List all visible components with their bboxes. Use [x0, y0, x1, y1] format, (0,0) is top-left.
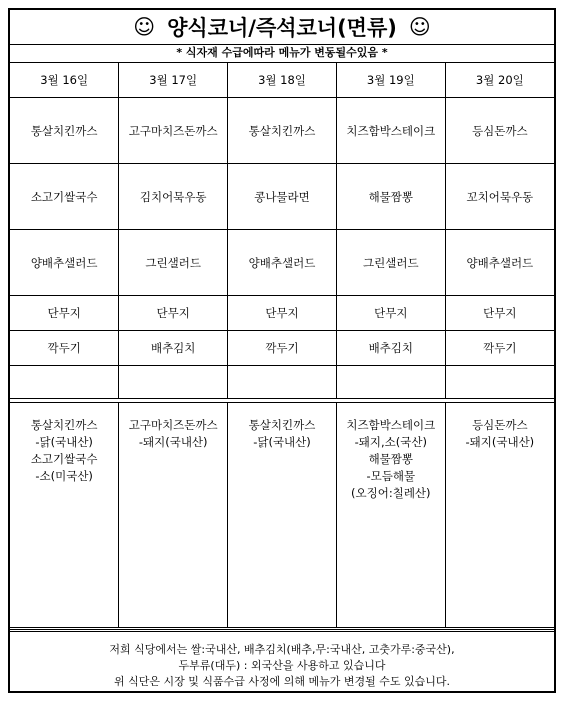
origin-line: (오징어:칠레산) — [351, 486, 431, 500]
menu-cell: 깍두기 — [10, 331, 119, 366]
origin-line: 고구마치즈돈까스 — [128, 418, 218, 432]
menu-row-kimchi — [10, 331, 554, 366]
title-text: 양식코너/즉석코너(면류) — [167, 16, 397, 40]
footer-notice — [10, 629, 554, 691]
date-cell: 3월 18일 — [228, 63, 337, 98]
origin-line: -돼지,소(국산) — [354, 435, 427, 449]
menu-cell: 그린샐러드 — [119, 230, 228, 296]
footer-line: 저희 식당에서는 쌀:국내산, 배추김치(배추,무:국내산, 고춧가루:중국산), — [109, 643, 455, 656]
empty-cell — [119, 366, 228, 399]
menu-cell: 단무지 — [228, 296, 337, 331]
menu-cell: 단무지 — [336, 296, 445, 331]
menu-cell: 통살치킨까스 — [10, 98, 119, 164]
origin-line: 해물짬뽕 — [368, 452, 413, 466]
menu-cell: 김치어묵우동 — [119, 164, 228, 230]
smiley-face-icon: ☺ — [408, 15, 431, 39]
menu-cell: 등심돈까스 — [445, 98, 554, 164]
date-header-row — [10, 63, 554, 98]
origin-line: 소고기쌀국수 — [30, 452, 98, 466]
origin-line: -돼지(국내산) — [465, 435, 535, 449]
origin-line: -소(미국산) — [35, 469, 93, 483]
menu-row-pickle — [10, 296, 554, 331]
origin-row — [10, 403, 554, 628]
menu-cell: 양배추샐러드 — [10, 230, 119, 296]
origin-line: 치즈함박스테이크 — [346, 418, 436, 432]
origin-line: 통살치킨까스 — [248, 418, 316, 432]
empty-cell — [445, 366, 554, 399]
menu-cell: 배추김치 — [119, 331, 228, 366]
menu-cell: 그린샐러드 — [336, 230, 445, 296]
menu-row-empty — [10, 366, 554, 399]
date-cell: 3월 17일 — [119, 63, 228, 98]
menu-cell: 통살치킨까스 — [228, 98, 337, 164]
notice-text: * 식자재 수급에따라 메뉴가 변동될수있음 * — [10, 44, 554, 63]
menu-row-main — [10, 98, 554, 164]
empty-cell — [336, 366, 445, 399]
menu-sheet — [8, 8, 556, 693]
origin-cell — [445, 403, 554, 628]
menu-cell: 양배추샐러드 — [445, 230, 554, 296]
origin-line: -모듬해물 — [366, 469, 416, 483]
menu-row-salad — [10, 230, 554, 296]
menu-cell: 깍두기 — [445, 331, 554, 366]
origin-cell — [336, 403, 445, 628]
origin-cell — [119, 403, 228, 628]
menu-table — [10, 62, 554, 628]
menu-cell: 단무지 — [445, 296, 554, 331]
footer-line: 두부류(대두) : 외국산을 사용하고 있습니다 — [178, 659, 386, 672]
origin-cell — [228, 403, 337, 628]
menu-cell: 단무지 — [119, 296, 228, 331]
empty-cell — [10, 366, 119, 399]
menu-cell: 치즈함박스테이크 — [336, 98, 445, 164]
menu-cell: 고구마치즈돈까스 — [119, 98, 228, 164]
date-cell: 3월 20일 — [445, 63, 554, 98]
origin-line: -닭(국내산) — [35, 435, 93, 449]
menu-cell: 깍두기 — [228, 331, 337, 366]
origin-line: -닭(국내산) — [253, 435, 311, 449]
date-cell: 3월 19일 — [336, 63, 445, 98]
empty-cell — [228, 366, 337, 399]
menu-cell: 콩나물라면 — [228, 164, 337, 230]
menu-cell: 단무지 — [10, 296, 119, 331]
menu-row-noodle — [10, 164, 554, 230]
date-cell: 3월 16일 — [10, 63, 119, 98]
menu-cell: 소고기쌀국수 — [10, 164, 119, 230]
menu-cell: 꼬치어묵우동 — [445, 164, 554, 230]
origin-line: 통살치킨까스 — [30, 418, 98, 432]
smiley-face-icon: ☺ — [133, 15, 156, 39]
page-title — [10, 10, 554, 45]
origin-line: 등심돈까스 — [472, 418, 528, 432]
origin-cell — [10, 403, 119, 628]
menu-cell: 양배추샐러드 — [228, 230, 337, 296]
footer-line: 위 식단은 시장 및 식품수급 사정에 의해 메뉴가 변경될 수도 있습니다. — [114, 675, 450, 688]
origin-line: -돼지(국내산) — [138, 435, 208, 449]
menu-cell: 배추김치 — [336, 331, 445, 366]
menu-cell: 해물짬뽕 — [336, 164, 445, 230]
